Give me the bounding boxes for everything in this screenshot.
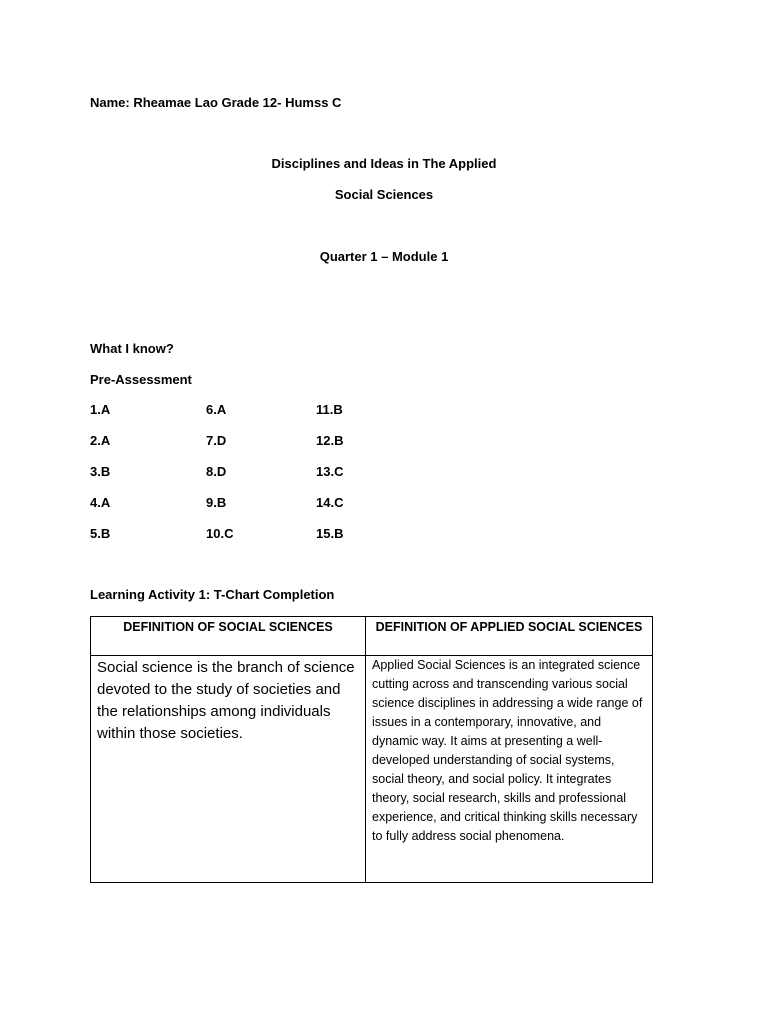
answer-item: 2.A — [90, 433, 111, 448]
answer-item: 1.A — [90, 402, 111, 417]
pre-assessment-heading: Pre-Assessment — [90, 372, 192, 387]
answer-item: 14.C — [316, 495, 344, 510]
answer-item: 10.C — [206, 526, 234, 541]
answer-item: 13.C — [316, 464, 344, 479]
answer-item: 8.D — [206, 464, 227, 479]
answer-item: 5.B — [90, 526, 111, 541]
answer-item: 7.D — [206, 433, 227, 448]
answer-item: 11.B — [316, 402, 343, 417]
t-chart-header-row — [91, 617, 653, 656]
what-i-know-heading: What I know? — [90, 341, 174, 356]
answer-item: 9.B — [206, 495, 227, 510]
quarter-module-heading: Quarter 1 – Module 1 — [319, 249, 449, 264]
social-sciences-definition: Social science is the branch of science devoted to the study of societies and the relationships among individuals within those societies. — [91, 656, 366, 883]
document-title-line2: Social Sciences — [334, 187, 434, 202]
social-sciences-header: DEFINITION OF SOCIAL SCIENCES — [91, 617, 366, 656]
answer-item: 6.A — [206, 402, 227, 417]
applied-social-sciences-definition: Applied Social Sciences is an integrated science cutting across and transcending various social science disciplines in addressing a wide range of issues in a contemporary, innovative, and dynamic way. It aims at presenting a well-developed understanding of social systems, social theory, and social policy. It integrates theory, social research, skills and professional experience, and critical thinking skills necessary to fully address social phenomena. — [366, 656, 653, 883]
answer-item: 12.B — [316, 433, 344, 448]
answer-item: 15.B — [316, 526, 344, 541]
document-title-line1: Disciplines and Ideas in The Applied — [271, 156, 497, 171]
student-name-line: Name: Rheamae Lao Grade 12- Humss C — [90, 95, 342, 110]
t-chart-table — [90, 616, 653, 883]
answer-item: 3.B — [90, 464, 111, 479]
learning-activity-heading: Learning Activity 1: T-Chart Completion — [90, 587, 335, 602]
answer-item: 4.A — [90, 495, 111, 510]
t-chart-content-row — [91, 656, 653, 883]
applied-social-sciences-header: DEFINITION OF APPLIED SOCIAL SCIENCES — [366, 617, 653, 656]
